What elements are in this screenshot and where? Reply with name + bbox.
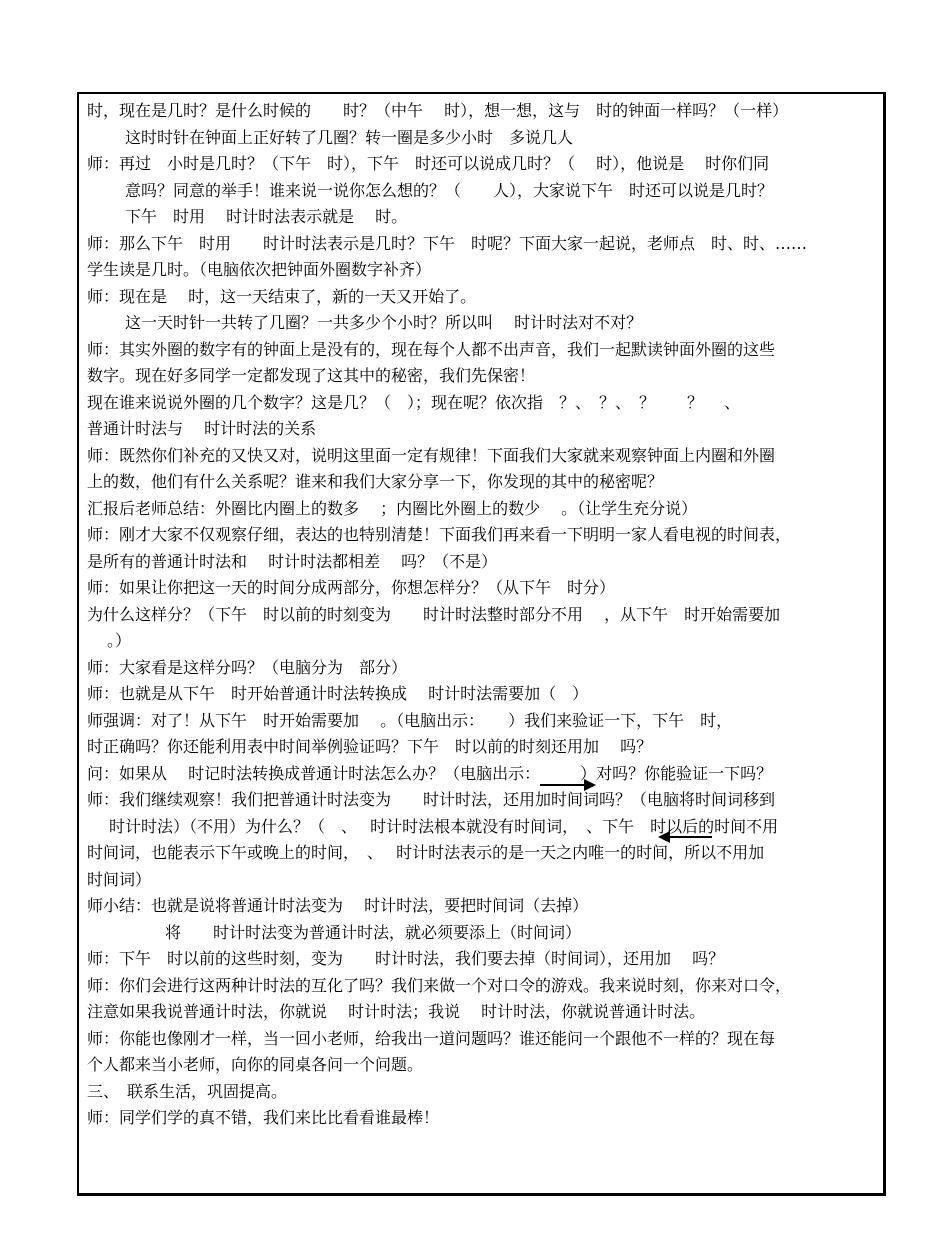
text-line: 师：也就是从下午 时开始普通计时法转换成 时计时法需要加（ ） xyxy=(87,684,589,703)
left-arrow-icon xyxy=(658,828,714,846)
text-line: 师：刚才大家不仅观察仔细，表达的也特别清楚！下面我们再来看一下明明一家人看电视的时间表， xyxy=(87,525,792,544)
text-line: 这一天时针一共转了几圈？一共多少个小时？所以叫 时计时法对不对？ xyxy=(125,313,643,332)
text-line: 普通计时法与 时计时法的关系 xyxy=(87,419,317,438)
text-line: 师：现在是 时，这一天结束了，新的一天又开始了。 xyxy=(87,286,477,306)
document-body xyxy=(87,98,877,1132)
document-frame xyxy=(77,92,886,1196)
text-line: 将 时计时法变为普通计时法，就必须要添上（时间词） xyxy=(165,922,582,942)
text-line: 为什么这样分？（下午 时以前的时刻变为 时计时法整时部分不用 ，从下午 时开始需要加 xyxy=(87,604,781,624)
text-line: 这时时针在钟面上正好转了几圈？转一圈是多少小时 多说几人 xyxy=(125,127,574,147)
text-line: 三、 联系生活，巩固提高。 xyxy=(87,1081,288,1101)
text-line: 师：我们继续观察！我们把普通计时法变为 时计时法，还用加时间词吗？（电脑将时间词移到 xyxy=(87,790,776,809)
text-line: 时正确吗？你还能利用表中时间举例验证吗？下午 时以前的时刻还用加 吗？ xyxy=(87,737,653,756)
text-line: 下午 时用 时计时法表示就是 时。 xyxy=(125,207,408,226)
text-line: 学生读是几时。（电脑依次把钟面外圈数字补齐） xyxy=(87,260,432,279)
text-line: 上的数，他们有什么关系呢？谁来和我们大家分享一下，你发现的其中的秘密呢？ xyxy=(87,472,664,491)
text-line: 师：再过 小时是几时？（下午 时），下午 时还可以说成几时？（ 时），他说是 时你们同 xyxy=(87,154,770,173)
text-line: 师：大家看是这样分吗？（电脑分为 部分） xyxy=(87,657,408,677)
text-line: 数字。现在好多同学一定都发现了这其中的秘密，我们先保密！ xyxy=(87,366,536,385)
text-line: 个人都来当小老师，向你的同桌各问一个问题。 xyxy=(87,1055,424,1074)
text-line: 时间词，也能表示下午或晚上的时间， 、 时计时法表示的是一天之内唯一的时间，所以不用加 xyxy=(87,843,765,862)
text-line: 师：那么下午 时用 时计时法表示是几时？下午 时呢？下面大家一起说，老师点 时、时、…… xyxy=(87,233,808,253)
text-line: 。） xyxy=(107,631,132,650)
text-line: 师：如果让你把这一天的时间分成两部分，你想怎样分？（从下午 时分） xyxy=(87,578,616,597)
text-line: 汇报后老师总结：外圈比内圈上的数多 ；内圈比外圈上的数少 。（让学生充分说） xyxy=(87,498,698,518)
text-line: 现在谁来说说外圈的几个数字？这是几？（ ）；现在呢？依次指 ？、 ？、 ？ ？ 、 xyxy=(87,392,741,412)
text-line: 师：既然你们补充的又快又对，说明这里面一定有规律！下面我们大家就来观察钟面上内圈和外圈 xyxy=(87,445,776,465)
text-line: 师：下午 时以前的这些时刻，变为 时计时法，我们要去掉（时间词），还用加 吗？ xyxy=(87,949,725,968)
text-line: 师小结：也就是说将普通计时法变为 时计时法，要把时间词（去掉） xyxy=(87,896,589,915)
text-line: 时间词） xyxy=(87,869,152,889)
text-line: 师：你能也像刚才一样，当一回小老师，给我出一道问题吗？谁还能问一个跟他不一样的？现在每 xyxy=(87,1028,776,1048)
text-line: 师强调：对了！从下午 时开始需要加 。（电脑出示： ）我们来验证一下，下午 时， xyxy=(87,710,733,730)
text-line: 时计时法）（不用）为什么？（ 、 时计时法根本就没有时间词， 、下午 时以后的时间不用 xyxy=(109,816,779,836)
text-line: 师：你们会进行这两种计时法的互化了吗？我们来做一个对口令的游戏。我来说时刻，你来对口令， xyxy=(87,975,792,995)
text-line: 是所有的普通计时法和 时计时法都相差 吗？（不是） xyxy=(87,551,498,571)
text-line: 师：其实外圈的数字有的钟面上是没有的，现在每个人都不出声音，我们一起默读钟面外圈的这些 xyxy=(87,339,776,359)
text-line: 师：同学们学的真不错，我们来比比看看谁最棒！ xyxy=(87,1108,440,1127)
text-line: 注意如果我说普通计时法，你就说 时计时法；我说 时计时法，你就说普通计时法。 xyxy=(87,1002,706,1021)
right-arrow-icon xyxy=(538,776,598,794)
text-line: 问：如果从 时记时法转换成普通计时法怎么办？（电脑出示： ）对吗？你能验证一下吗？ xyxy=(87,763,773,783)
text-line: 时，现在是几时？是什么时候的 时？（中午 时），想一想，这与 时的钟面一样吗？（一样） xyxy=(87,101,789,120)
text-line: 意吗？同意的举手！谁来说一说你怎么想的？（ 人），大家说下午 时还可以说是几时？ xyxy=(125,180,774,200)
